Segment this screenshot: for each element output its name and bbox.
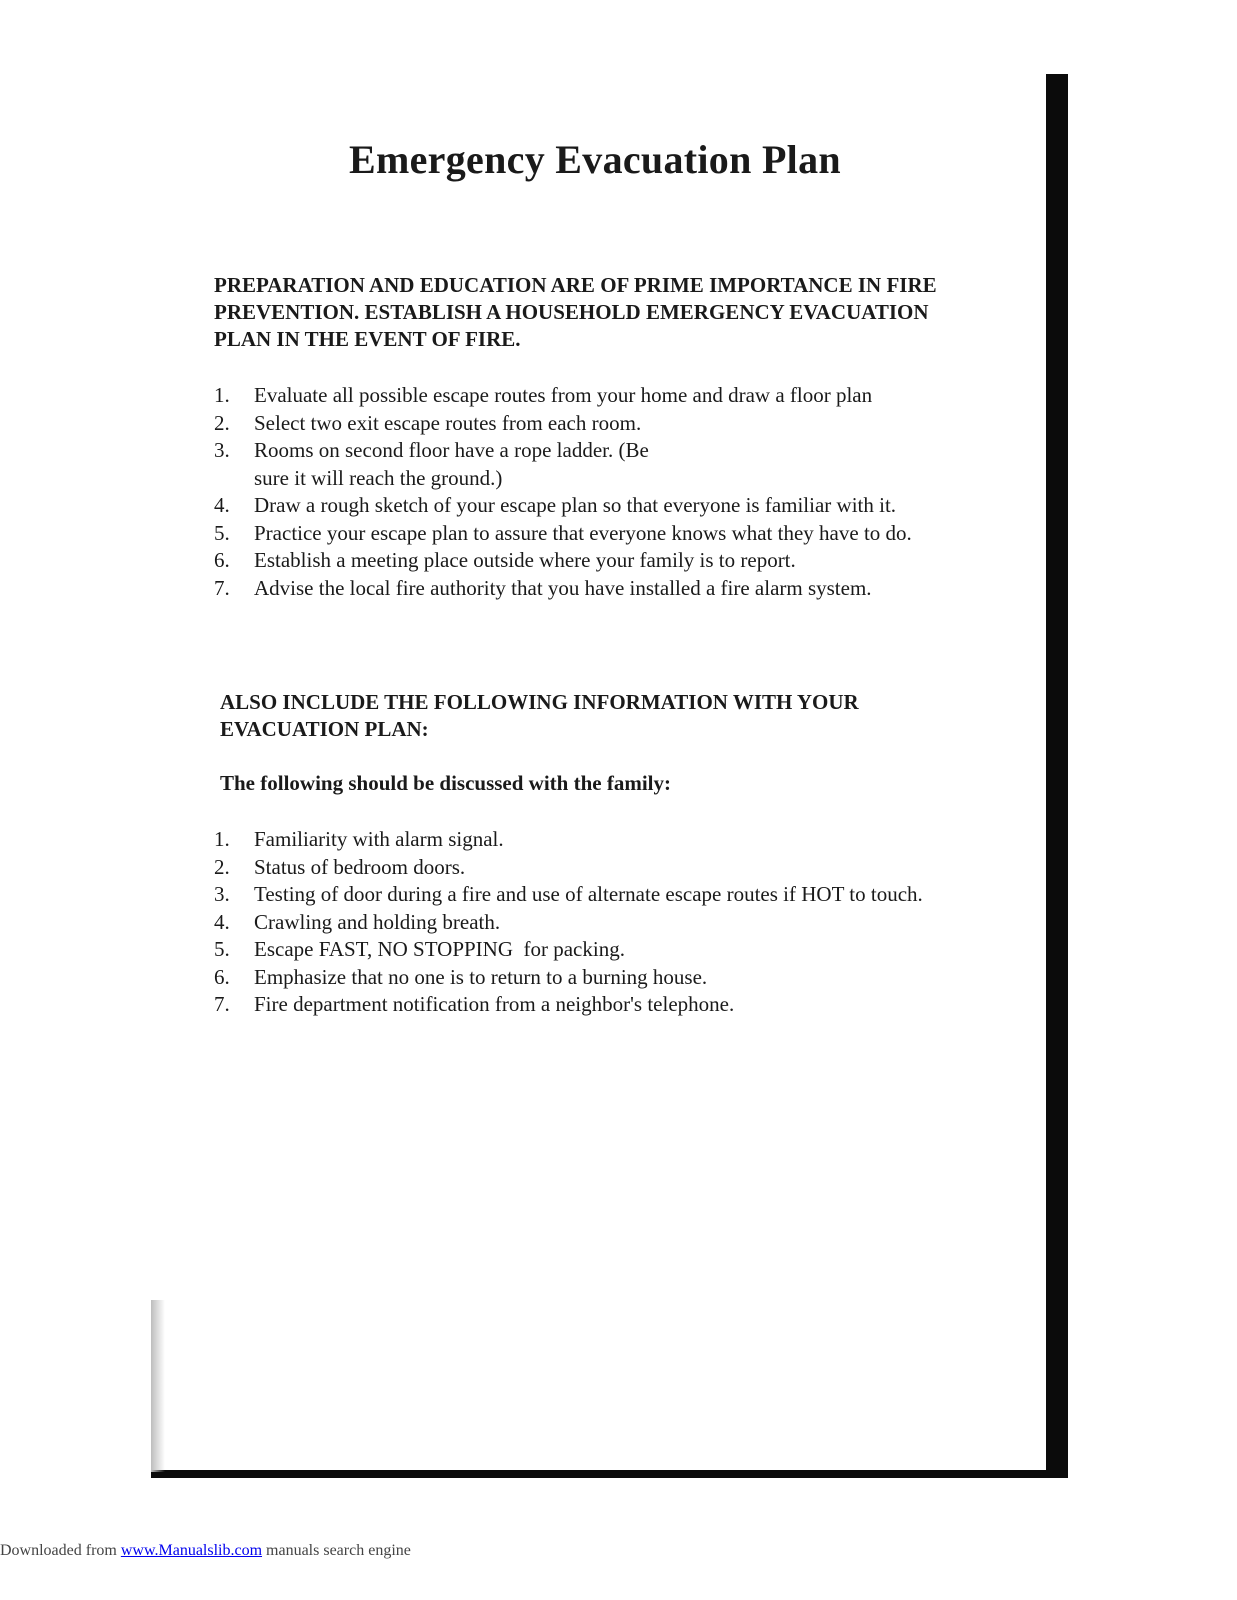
footer-prefix: Downloaded from bbox=[0, 1542, 121, 1559]
step-number: 3. bbox=[214, 438, 230, 462]
evacuation-steps-list bbox=[214, 382, 974, 602]
step-text: Crawling and holding breath. bbox=[254, 909, 501, 934]
step-text: Rooms on second floor have a rope ladder. (Be sure it will reach the ground.) bbox=[254, 438, 649, 490]
step-text: Draw a rough sketch of your escape plan so that everyone is familiar with it. bbox=[254, 493, 897, 517]
step-text: Establish a meeting place outside where your family is to report. bbox=[254, 548, 796, 572]
step-number: 5. bbox=[214, 520, 230, 545]
list-item bbox=[214, 936, 974, 964]
step-number: 3. bbox=[214, 882, 230, 906]
step-number: 7. bbox=[214, 575, 230, 600]
discussion-heading: The following should be discussed with the family: bbox=[220, 771, 671, 795]
step-text: Fire department notification from a neighbor's telephone. bbox=[254, 992, 735, 1016]
step-text: Advise the local fire authority that you have installed a fire alarm system. bbox=[254, 575, 872, 600]
step-number: 6. bbox=[214, 548, 230, 572]
list-item bbox=[214, 826, 974, 854]
step-text: Select two exit escape routes from each room. bbox=[254, 410, 642, 435]
step-text: Status of bedroom doors. bbox=[254, 854, 466, 879]
step-text: Familiarity with alarm signal. bbox=[254, 827, 504, 851]
list-item bbox=[214, 492, 974, 520]
scan-border-bottom bbox=[151, 1470, 1068, 1478]
step-number: 2. bbox=[214, 410, 230, 435]
discussion-steps-list bbox=[214, 826, 974, 1019]
also-include-heading: ALSO INCLUDE THE FOLLOWING INFORMATION WITH YOUR EVACUATION PLAN: bbox=[220, 690, 859, 741]
page-title: Emergency Evacuation Plan bbox=[349, 137, 841, 182]
step-number: 6. bbox=[214, 964, 230, 989]
step-text: Practice your escape plan to assure that everyone knows what they have to do. bbox=[254, 520, 912, 545]
step-number: 7. bbox=[214, 992, 230, 1016]
scan-border-right bbox=[1046, 74, 1068, 1477]
list-item bbox=[214, 410, 974, 438]
step-text: Evaluate all possible escape routes from your home and draw a floor plan bbox=[254, 383, 873, 407]
step-number: 1. bbox=[214, 383, 230, 407]
scan-shadow-left bbox=[151, 1300, 165, 1472]
list-item bbox=[214, 909, 974, 937]
download-footer bbox=[0, 1542, 411, 1560]
manualslib-link[interactable]: www.Manualslib.com bbox=[120, 1542, 263, 1559]
list-item bbox=[214, 854, 974, 882]
list-item bbox=[214, 520, 974, 548]
list-item bbox=[214, 964, 974, 992]
step-text: Testing of door during a fire and use of alternate escape routes if HOT to touch. bbox=[254, 882, 923, 906]
step-number: 2. bbox=[214, 854, 230, 879]
step-text: Escape FAST, NO STOPPING for packing. bbox=[254, 937, 625, 961]
step-number: 4. bbox=[214, 909, 230, 934]
step-text: Emphasize that no one is to return to a burning house. bbox=[254, 964, 708, 989]
list-item bbox=[214, 575, 974, 603]
step-number: 5. bbox=[214, 937, 230, 961]
list-item bbox=[214, 881, 974, 909]
list-item bbox=[214, 437, 974, 492]
footer-suffix: manuals search engine bbox=[262, 1542, 411, 1559]
step-number: 1. bbox=[214, 827, 230, 851]
step-number: 4. bbox=[214, 493, 230, 517]
intro-heading: PREPARATION AND EDUCATION ARE OF PRIME IMPORTANCE IN FIRE PREVENTION. ESTABLISH A HOUSEHOLD EMERGENCY EVACUATION PLAN IN THE EVENT OF FIRE. bbox=[214, 273, 937, 351]
list-item bbox=[214, 547, 974, 575]
list-item bbox=[214, 382, 974, 410]
list-item bbox=[214, 991, 974, 1019]
